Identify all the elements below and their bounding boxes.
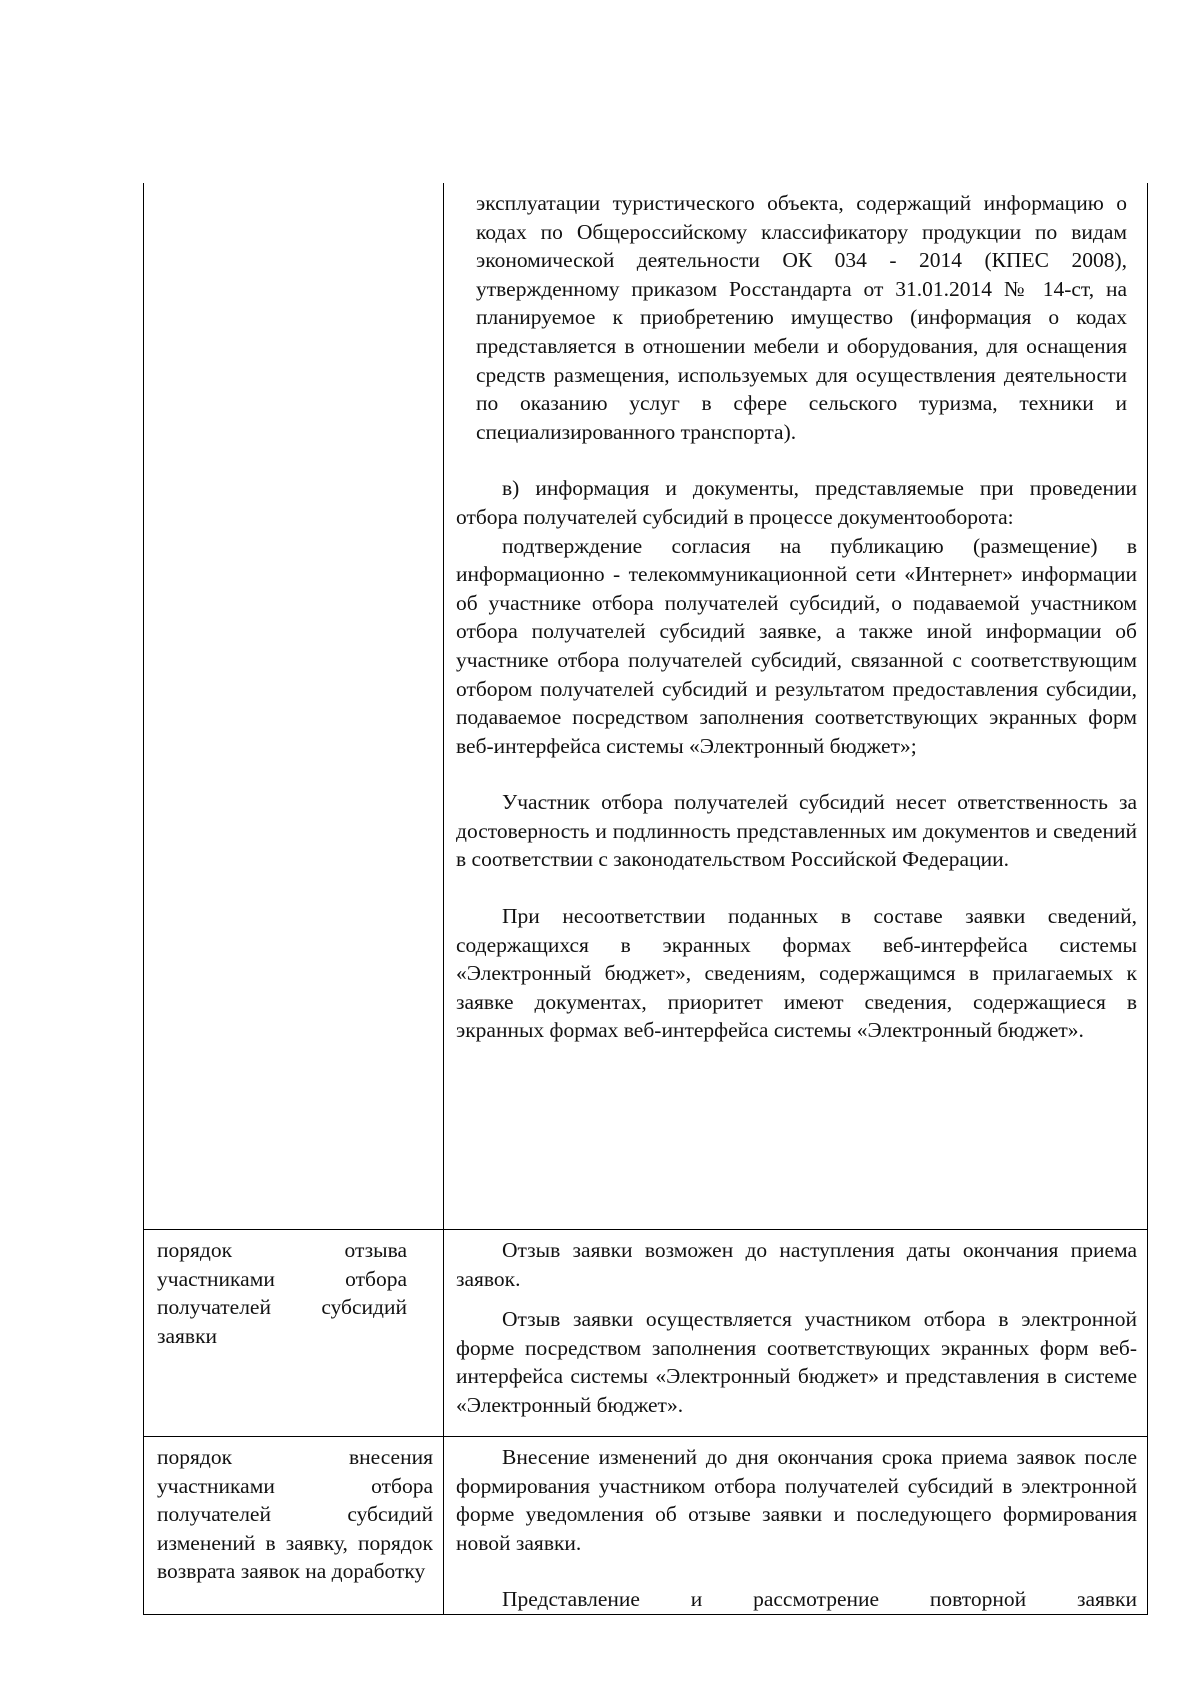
paragraph: в) информация и документы, представляемые при проведении отбора получателей субсидий в процессе документооборота: <box>456 476 1137 529</box>
row-heading-cell <box>144 183 444 1230</box>
row-content-cell <box>444 1230 1148 1437</box>
requirements-table <box>143 183 1148 1615</box>
paragraph: Отзыв заявки возможен до наступления даты окончания приема заявок. <box>456 1238 1137 1291</box>
row-content-cell <box>444 183 1148 1230</box>
paragraph: При несоответствии поданных в составе заявки сведений, содержащихся в экранных формах веб-интерфейса системы «Электронный бюджет», сведениям, содержащимся в прилагаемых к заявке документах, приоритет имеют сведения, содержащиеся в экранных формах веб-интерфейса системы «Электронный бюджет». <box>456 904 1137 1043</box>
table-row <box>144 1230 1148 1437</box>
row-heading-cell <box>144 1437 444 1615</box>
row-heading-cell <box>144 1230 444 1437</box>
paragraph: подтверждение согласия на публикацию (размещение) в информационно - телекоммуникационной сети «Интернет» информации об участнике отбора получателей субсидий, о подаваемой участником отбора получателей субсидий заявке, а также иной информации об участнике отбора получателей субсидий, связанной с соответствующим отбором получателей субсидий и результатом предоставления субсидии, подаваемое посредством заполнения соответствующих экранных форм веб-интерфейса системы «Электронный бюджет»; <box>456 533 1137 758</box>
row-content-cell <box>444 1437 1148 1615</box>
row-heading: порядок внесения участниками отбора получателей субсидий изменений в заявку, порядок возврата заявок на доработку <box>157 1445 433 1584</box>
table-row <box>144 1437 1148 1615</box>
paragraph: Внесение изменений до дня окончания срока приема заявок после формирования участником отбора получателей субсидий в электронной форме уведомления об отзыве заявки и последующего формирования новой заявки. <box>456 1445 1137 1555</box>
table-row <box>144 183 1148 1230</box>
paragraph: Представление и рассмотрение повторной заявки <box>502 1587 1137 1612</box>
paragraph: Отзыв заявки осуществляется участником отбора в электронной форме посредством заполнения соответствующих экранных форм веб-интерфейса системы «Электронный бюджет» и представления в системе «Электронный бюджет». <box>456 1307 1137 1417</box>
paragraph: эксплуатации туристического объекта, содержащий информацию о кодах по Общероссийскому классификатору продукции по видам экономической деятельности ОК 034 - 2014 (КПЕС 2008), утвержденному приказом Росстандарта от 31.01.2014 № 14-ст, на планируемое к приобретению имущество (информация о кодах представляется в отношении мебели и оборудования, для оснащения средств размещения, используемых для осуществления деятельности по оказанию услуг в сфере сельского туризма, техники и специализированного транспорта). <box>476 191 1127 444</box>
row-heading: порядок отзыва участниками отбора получателей субсидий заявки <box>157 1238 407 1348</box>
paragraph: Участник отбора получателей субсидий несет ответственность за достоверность и подлинность представленных им документов и сведений в соответствии с законодательством Российской Федерации. <box>456 790 1137 872</box>
